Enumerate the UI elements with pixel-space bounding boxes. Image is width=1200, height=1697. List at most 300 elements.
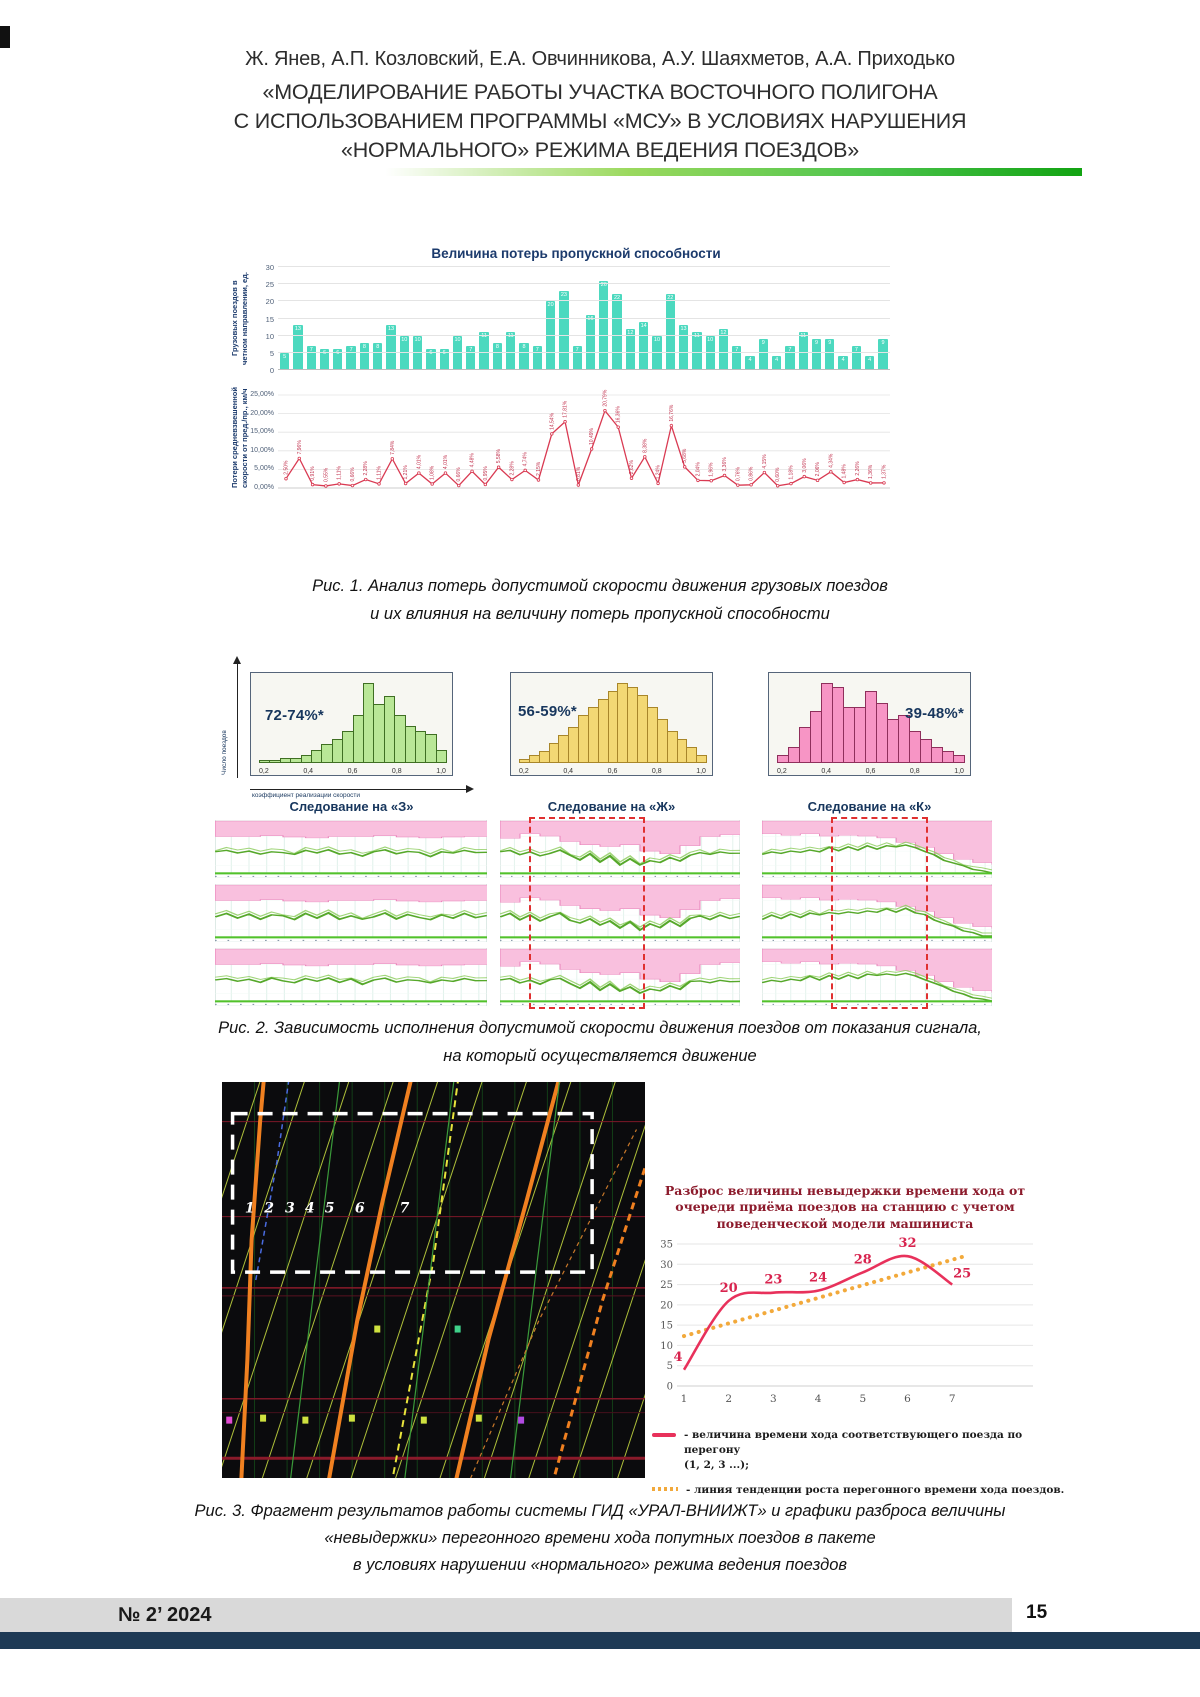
- hist-bar: [696, 755, 707, 763]
- data-marker: [577, 484, 580, 487]
- bar-value-label: 8: [495, 343, 499, 350]
- fig3-caption-line3: в условиях нарушении «нормального» режима ведения поездов: [352, 1556, 848, 1574]
- bar: [546, 301, 555, 370]
- legend-text-2: - линия тенденции роста перегонного времени хода поездов.: [686, 1483, 1065, 1496]
- data-point-label: 0,86%: [748, 466, 755, 481]
- bar-value-label: 13: [680, 326, 687, 333]
- orange-dots-swatch-icon: [652, 1487, 678, 1491]
- data-point-label: 1,36%: [868, 464, 875, 479]
- bar-ytick-label: 10: [265, 331, 274, 341]
- data-point-label: 14,54%: [549, 412, 556, 430]
- pink-restriction-area: [215, 885, 487, 902]
- f3-ytick: 35: [660, 1239, 673, 1251]
- bar: [466, 346, 475, 370]
- bar: [493, 343, 502, 370]
- fig1-line-ylabel: Потери средневзвешенной скорости от пред./пр., км/ч: [230, 387, 249, 489]
- bar: [759, 339, 768, 370]
- hist-bar: [436, 750, 447, 763]
- data-marker: [617, 426, 620, 429]
- print-corner-mark: [0, 26, 10, 48]
- speed-profile-svg: [215, 884, 487, 942]
- line-ytick-label: 10,00%: [250, 446, 274, 454]
- gid-train-graph-svg: [222, 1082, 645, 1478]
- figure1-charts: [230, 242, 922, 527]
- data-marker: [630, 477, 633, 480]
- pink-restriction-area: [215, 949, 487, 966]
- histogram-yellow-bars: [519, 678, 706, 763]
- data-marker: [816, 479, 819, 482]
- bar-value-label: 8: [362, 343, 366, 350]
- data-marker: [457, 484, 460, 487]
- data-marker: [590, 448, 593, 451]
- data-marker: [338, 483, 341, 486]
- issue-number: № 2’ 2024: [118, 1604, 212, 1626]
- bar: [852, 346, 861, 370]
- run-time-label: 20: [719, 1280, 738, 1296]
- hist-bar: [953, 755, 965, 763]
- data-point-label: 1,48%: [841, 464, 848, 479]
- gid-train-graph: [222, 1082, 645, 1478]
- legend-row-run-time: [652, 1428, 1082, 1474]
- bar-gridline: [278, 318, 890, 319]
- data-point-label: 1,96%: [708, 462, 715, 477]
- bar-value-label: 20: [547, 302, 554, 309]
- bar: [732, 346, 741, 370]
- data-point-label: 2,28%: [509, 461, 516, 476]
- bar: [599, 281, 608, 370]
- bar: [586, 315, 595, 370]
- f3-ytick: 0: [666, 1381, 673, 1393]
- hist-y-axis-arrow: [233, 656, 241, 664]
- bar-ytick-label: 15: [265, 314, 274, 324]
- fig2-caption-line2: на который осуществляется движение: [443, 1047, 757, 1065]
- red-line-swatch-icon: [652, 1433, 676, 1437]
- bar: [559, 291, 568, 370]
- bar-value-label: 10: [454, 336, 461, 343]
- line-ytick-label: 0,00%: [254, 484, 274, 491]
- bar-value-label: 10: [401, 336, 408, 343]
- histogram-green-annotation: 72-74%*: [265, 707, 324, 724]
- data-point-label: 1,18%: [788, 465, 795, 480]
- fig1-bar-plot-area: [278, 267, 890, 370]
- bar-gridline: [278, 369, 890, 370]
- bar-value-label: 7: [575, 346, 579, 353]
- hist-xtick: 0,8: [391, 768, 402, 775]
- dashed-highlight-rect-middle: [529, 817, 645, 1009]
- hist-x-axis: [250, 789, 466, 790]
- bar-value-label: 9: [761, 340, 765, 347]
- fig3-legend: [652, 1428, 1082, 1507]
- fig3-title-line3: поведенческой модели машиниста: [716, 1215, 974, 1231]
- data-marker: [471, 470, 474, 473]
- bar-ytick-label: 20: [265, 297, 274, 307]
- run-time-label: 23: [764, 1272, 783, 1288]
- speed-profile-svg: [215, 948, 487, 1006]
- bar-gridline: [278, 266, 890, 267]
- bar-value-label: 11: [507, 333, 514, 340]
- hist-xtick: 0,2: [777, 768, 787, 775]
- data-point-label: 4,01%: [442, 454, 449, 470]
- f3-xtick: 5: [859, 1392, 867, 1405]
- data-marker: [830, 471, 833, 474]
- fig1-bar-ylabel: Грузовых поездов в четном направлении, ед.: [230, 272, 249, 366]
- bar: [573, 346, 582, 370]
- speed-profile-svg: [215, 820, 487, 878]
- bar: [772, 356, 781, 370]
- data-point-label: 10,49%: [589, 428, 596, 445]
- data-point-label: 0,91%: [310, 466, 317, 481]
- bar-value-label: 7: [535, 346, 539, 353]
- histogram-green-panel: [250, 672, 453, 776]
- bar-value-label: 22: [667, 295, 674, 302]
- fig3-title-line1: Разброс величины невыдержки времени хода от: [664, 1183, 1026, 1198]
- hist-y-axis: [237, 664, 238, 778]
- hist-xtick: 1,0: [436, 768, 446, 775]
- f3-xtick: 3: [770, 1392, 777, 1405]
- data-point-label: 4,48%: [469, 453, 476, 468]
- data-marker: [644, 456, 647, 459]
- track-band: [215, 1000, 487, 1002]
- bar-value-label: 7: [349, 346, 353, 353]
- fig2-caption: [0, 1014, 1200, 1070]
- bar-value-label: 12: [720, 329, 727, 336]
- bar-value-label: 12: [627, 329, 634, 336]
- data-point-label: 0,55%: [323, 467, 330, 482]
- bar-value-label: 22: [614, 295, 621, 302]
- data-marker: [444, 472, 447, 475]
- bar-value-label: 8: [522, 343, 526, 350]
- bar-value-label: 6: [336, 350, 340, 357]
- legend-text-1a: - величина времени хода соответствующего поезда по перегону: [684, 1429, 1023, 1457]
- hist-xtick: 0,6: [347, 768, 358, 775]
- f3-xtick: 2: [725, 1392, 733, 1405]
- data-marker: [285, 477, 288, 480]
- fig3-caption-line1: Рис. 3. Фрагмент результатов работы системы ГИД «УРАЛ-ВНИИЖТ» и графики разброса величины: [194, 1502, 1006, 1520]
- data-marker: [537, 479, 540, 482]
- bar: [785, 346, 794, 370]
- data-marker: [683, 466, 686, 469]
- fig3-title-line2: очереди приёма поездов на станцию с учетом: [675, 1199, 1015, 1215]
- bar-gridline: [278, 300, 890, 301]
- data-marker: [391, 458, 394, 461]
- gid-station-mark: [349, 1415, 355, 1422]
- legend-row-trend: [652, 1483, 1082, 1498]
- bar-value-label: 7: [854, 346, 858, 353]
- data-marker: [737, 484, 740, 487]
- track-band: [215, 872, 487, 874]
- histogram-yellow-panel: [510, 672, 713, 776]
- fig1-line-chart: [278, 382, 890, 500]
- data-marker: [550, 433, 553, 436]
- data-marker: [311, 483, 314, 486]
- fig3-chart-title: [645, 1183, 1045, 1232]
- speed-profile-panel: [215, 884, 487, 942]
- bar-value-label: 4: [775, 357, 779, 364]
- bar-value-label: 10: [653, 336, 661, 343]
- bar-value-label: 8: [376, 343, 380, 350]
- fig3-caption-line2: «невыдержки» перегонного времени хода попутных поездов в пакете: [324, 1529, 876, 1547]
- bar-value-label: 9: [814, 340, 819, 347]
- hist-xtick: 0,2: [259, 768, 269, 775]
- data-marker: [431, 483, 434, 486]
- bar: [612, 294, 621, 370]
- data-point-label: 1,21%: [403, 465, 410, 480]
- hist-xtick: 0,6: [865, 768, 876, 775]
- data-marker: [869, 482, 872, 485]
- data-point-label: 2,28%: [363, 461, 370, 476]
- bar-value-label: 11: [693, 333, 700, 340]
- bar-value-label: 13: [294, 326, 301, 333]
- bar-value-label: 7: [788, 346, 792, 353]
- bar-value-label: 9: [881, 340, 885, 347]
- bar-value-label: 11: [481, 333, 487, 340]
- gid-train-number: 4: [304, 1200, 315, 1217]
- data-point-label: 1,11%: [376, 466, 383, 480]
- bar: [812, 339, 821, 370]
- speed-profile-panel: [215, 820, 487, 878]
- green-divider-bar: [385, 168, 1082, 176]
- hist-xtick: 1,0: [954, 768, 964, 775]
- gid-train-number: 5: [324, 1200, 335, 1217]
- bar: [878, 339, 887, 370]
- hist-ylabel: Число поездов: [221, 730, 228, 775]
- bar-value-label: 6: [323, 350, 327, 357]
- data-point-label: 8,38%: [642, 438, 649, 453]
- bar: [307, 346, 316, 370]
- data-marker: [404, 482, 407, 485]
- gid-station-mark: [302, 1417, 308, 1424]
- data-point-label: 5,58%: [496, 449, 503, 464]
- signal-caption-red: Следование на «К»: [807, 799, 932, 814]
- data-point-label: 2,06%: [815, 462, 822, 477]
- hist-xtick: 0,8: [909, 768, 920, 775]
- run-time-label: 32: [898, 1235, 917, 1251]
- fig1-caption-line1: Рис. 1. Анализ потерь допустимой скорости движения грузовых поездов: [312, 577, 888, 595]
- data-marker: [497, 466, 500, 469]
- gid-train-number: 2: [264, 1200, 275, 1217]
- gid-station-mark: [260, 1415, 266, 1422]
- data-point-label: 4,15%: [761, 454, 768, 469]
- bar: [280, 353, 289, 370]
- data-marker: [697, 479, 700, 482]
- data-marker: [418, 472, 421, 475]
- bar: [386, 325, 395, 370]
- page-number: 15: [1026, 1602, 1048, 1623]
- bar: [838, 356, 847, 370]
- hist-xtick: 1,0: [696, 768, 706, 775]
- run-time-label: 4: [673, 1349, 683, 1365]
- hist-xtick: 0,8: [651, 768, 662, 775]
- gid-station-mark: [421, 1417, 427, 1424]
- data-marker: [364, 478, 367, 481]
- bar-gridline: [278, 283, 890, 284]
- data-point-label: 0,66%: [349, 467, 356, 482]
- bar-value-label: 4: [841, 357, 845, 364]
- histogram-yellow-annotation: 56-59%*: [518, 703, 577, 720]
- bar: [666, 294, 675, 370]
- dashed-highlight-rect-right: [831, 817, 928, 1009]
- bar-value-label: 10: [707, 336, 714, 343]
- line-ytick-label: 25,00%: [250, 391, 274, 398]
- bar: [533, 346, 542, 370]
- article-title-line2: С ИСПОЛЬЗОВАНИЕМ ПРОГРАММЫ «МСУ» В УСЛОВИЯХ НАРУШЕНИЯ: [233, 109, 967, 134]
- gid-train-number: 3: [285, 1200, 295, 1217]
- data-point-label: 1,37%: [881, 464, 888, 479]
- bar-value-label: 14: [640, 322, 647, 329]
- bar: [519, 343, 528, 370]
- data-marker: [723, 474, 726, 477]
- data-marker: [763, 471, 766, 474]
- data-point-label: 1,24%: [655, 465, 662, 480]
- data-marker: [670, 424, 673, 427]
- histogram-yellow-xticks: [519, 768, 706, 775]
- f3-xtick: 6: [904, 1392, 911, 1405]
- bar: [865, 356, 874, 370]
- data-point-label: 0,81%: [575, 466, 582, 481]
- data-marker: [790, 482, 793, 485]
- data-point-label: 2,26%: [854, 461, 861, 476]
- bar-value-label: 6: [442, 350, 446, 357]
- fig1-caption: [0, 572, 1200, 628]
- authors-line: Ж. Янев, А.П. Козловский, Е.А. Овчинникова, А.У. Шаяхметов, А.А. Приходько: [245, 48, 955, 70]
- line-ytick-label: 20,00%: [250, 409, 274, 417]
- data-point-label: 2,50%: [283, 460, 290, 475]
- run-time-label: 28: [853, 1252, 872, 1268]
- signal-caption-yellow: Следование на «Ж»: [547, 799, 676, 814]
- article-title-line1: «МОДЕЛИРОВАНИЕ РАБОТЫ УЧАСТКА ВОСТОЧНОГО ПОЛИГОНА: [262, 80, 938, 104]
- bar: [679, 325, 688, 370]
- data-marker: [351, 484, 354, 487]
- data-marker: [856, 478, 859, 481]
- fig3-scatter-chart: [645, 1183, 1045, 1412]
- bar-value-label: 7: [309, 346, 313, 353]
- data-marker: [750, 484, 753, 487]
- data-marker: [325, 485, 328, 488]
- bar-ytick-label: 0: [269, 366, 274, 375]
- f3-xtick: 7: [948, 1392, 956, 1405]
- article-title-line3: «НОРМАЛЬНОГО» РЕЖИМА ВЕДЕНИЯ ПОЕЗДОВ»: [340, 138, 860, 163]
- legend-text-1: [684, 1428, 1082, 1474]
- hist-xlabel: коэффициент реализации скорости: [252, 792, 361, 799]
- data-point-label: 17,81%: [562, 400, 569, 418]
- gid-station-mark: [518, 1417, 524, 1424]
- fig1-chart-title: Величина потерь пропускной способности: [431, 246, 721, 261]
- data-point-label: 0,95%: [482, 466, 489, 481]
- data-marker: [843, 481, 846, 484]
- data-point-label: 4,74%: [522, 452, 529, 467]
- gid-station-mark: [226, 1417, 232, 1424]
- line-ytick-label: 15,00%: [250, 428, 274, 436]
- bar-value-label: 7: [469, 346, 473, 353]
- data-point-label: 5,68%: [682, 448, 689, 463]
- run-time-label: 25: [953, 1266, 972, 1282]
- bar: [373, 343, 382, 370]
- bar: [293, 325, 302, 370]
- data-point-label: 1,08%: [429, 465, 436, 480]
- data-marker: [378, 483, 381, 486]
- bar: [745, 356, 754, 370]
- f3-ytick: 5: [666, 1360, 673, 1372]
- fig1-caption-line2: и их влияния на величину потерь пропускной способности: [370, 605, 830, 623]
- pink-restriction-area: [215, 821, 487, 838]
- hist-xtick: 0,4: [821, 768, 832, 775]
- f3-xtick: 4: [814, 1392, 822, 1405]
- bar-value-label: 13: [387, 326, 395, 333]
- data-point-label: 2,04%: [695, 462, 702, 477]
- f3-ytick: 20: [660, 1300, 673, 1312]
- data-marker: [803, 475, 806, 478]
- fig2-caption-line1: Рис. 2. Зависимость исполнения допустимой скорости движения поездов от показания сигнала,: [218, 1019, 982, 1037]
- data-point-label: 16,76%: [668, 404, 675, 422]
- f3-ytick: 30: [660, 1259, 673, 1271]
- data-point-label: 3,36%: [722, 457, 729, 472]
- f3-ytick: 15: [660, 1320, 673, 1332]
- bar-value-label: 5: [283, 353, 287, 360]
- speed-profile-panel: [215, 948, 487, 1006]
- bar-value-label: 7: [735, 346, 739, 353]
- data-point-label: 4,34%: [828, 453, 835, 468]
- bar-ytick-label: 25: [265, 280, 274, 290]
- data-point-label: 2,15%: [535, 461, 542, 477]
- fig3-plot: [645, 1234, 1045, 1412]
- bar-value-label: 26: [600, 281, 607, 288]
- data-marker: [511, 478, 514, 481]
- fig3-caption: [0, 1498, 1200, 1579]
- data-marker: [604, 409, 607, 412]
- bar-value-label: 9: [828, 340, 832, 347]
- data-point-label: 7,96%: [296, 440, 303, 455]
- data-marker: [883, 482, 886, 485]
- data-point-label: 7,84%: [389, 440, 396, 455]
- histogram-pink-xticks: [777, 768, 964, 775]
- data-point-label: 3,06%: [801, 458, 808, 473]
- bar-value-label: 10: [414, 336, 421, 343]
- data-point-label: 20,79%: [602, 389, 609, 407]
- gid-background: [222, 1082, 645, 1478]
- signal-caption-green: Следование на «З»: [289, 799, 414, 814]
- data-point-label: 2,62%: [629, 460, 636, 475]
- article-header: [150, 48, 1050, 166]
- data-point-label: 0,76%: [735, 466, 742, 482]
- bar: [360, 343, 369, 370]
- histogram-pink-annotation: 39-48%*: [905, 705, 964, 722]
- bar-gridline: [278, 352, 890, 353]
- f3-ytick: 25: [660, 1279, 673, 1291]
- hist-xtick: 0,6: [607, 768, 618, 775]
- data-marker: [657, 482, 660, 485]
- bar-value-label: 11: [800, 333, 807, 340]
- data-marker: [524, 469, 527, 472]
- data-point-label: 4,01%: [416, 454, 423, 470]
- bar-value-label: 4: [748, 357, 752, 364]
- bar-gridline: [278, 335, 890, 336]
- data-marker: [484, 483, 487, 486]
- data-marker: [776, 484, 779, 487]
- legend-text-1b: (1, 2, 3 ...);: [684, 1459, 749, 1472]
- bar-value-label: 4: [868, 357, 872, 364]
- data-point-label: 1,11%: [336, 466, 343, 480]
- gid-train-number: 6: [354, 1200, 365, 1217]
- f3-ytick: 10: [660, 1340, 673, 1352]
- f3-xtick: 1: [680, 1392, 688, 1405]
- bar: [346, 346, 355, 370]
- histogram-green-xticks: [259, 768, 446, 775]
- gid-train-number: 1: [244, 1200, 255, 1217]
- bar-ytick-label: 30: [265, 263, 274, 272]
- data-marker: [564, 420, 567, 423]
- run-time-label: 24: [809, 1270, 828, 1286]
- gid-train-number: 7: [399, 1200, 410, 1217]
